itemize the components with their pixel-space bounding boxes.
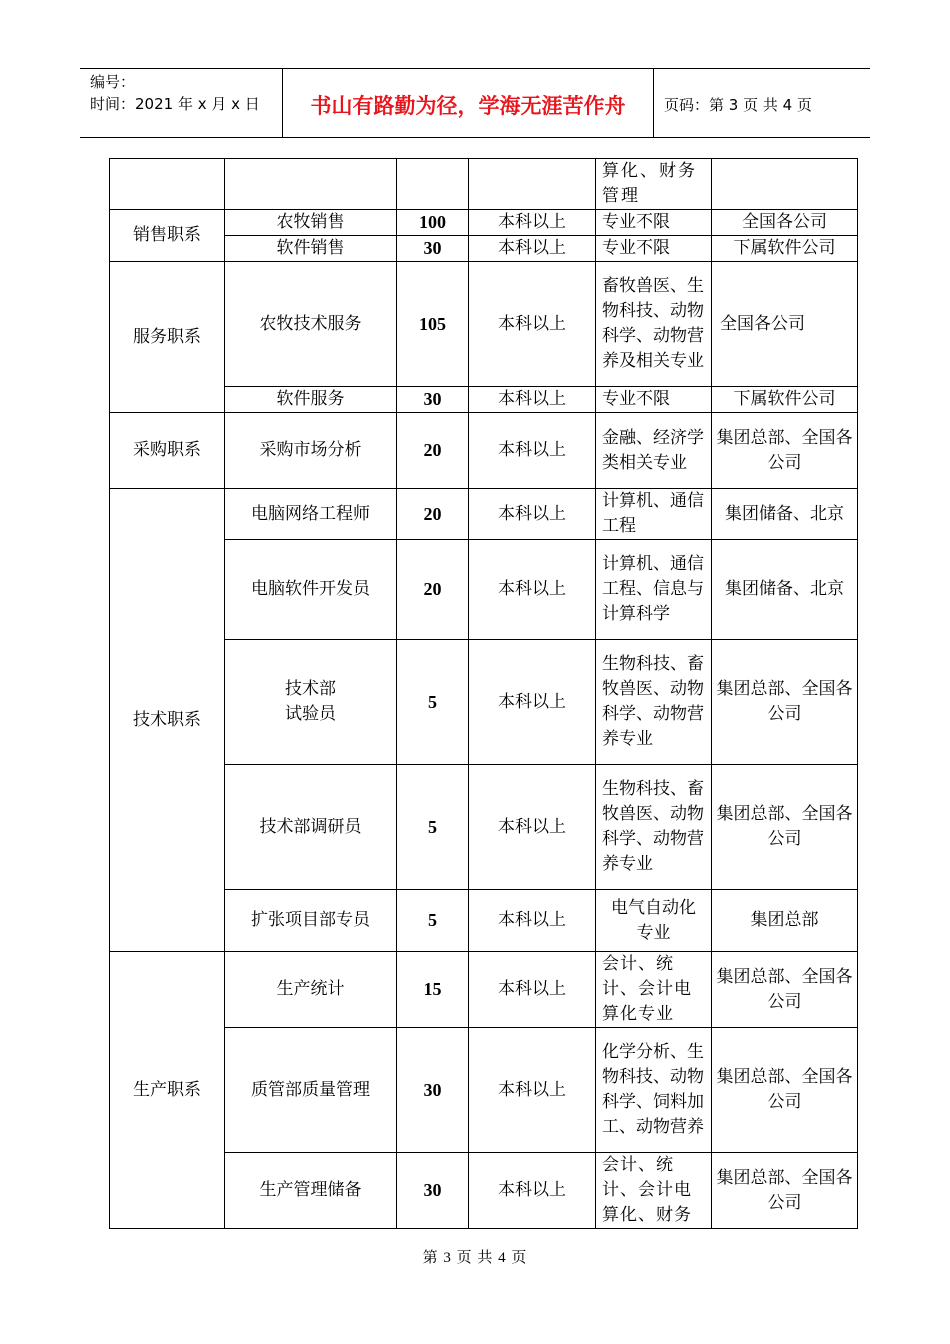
major-cell: 电气自动化专业 bbox=[596, 890, 712, 952]
position-cell: 生产统计 bbox=[225, 952, 397, 1028]
position-cell: 农牧销售 bbox=[225, 210, 397, 236]
category-cell bbox=[110, 159, 225, 210]
category-cell: 服务职系 bbox=[110, 262, 225, 413]
location-cell: 集团总部、全国各公司 bbox=[712, 413, 858, 489]
category-cell: 采购职系 bbox=[110, 413, 225, 489]
major-cell: 计算机、通信工程、信息与计算科学 bbox=[596, 540, 712, 640]
location-cell: 下属软件公司 bbox=[712, 387, 858, 413]
major-cell: 畜牧兽医、生物科技、动物科学、动物营养及相关专业 bbox=[596, 262, 712, 387]
location-cell: 下属软件公司 bbox=[712, 236, 858, 262]
count-cell: 5 bbox=[397, 640, 469, 765]
count-cell: 30 bbox=[397, 1028, 469, 1153]
major-cell: 算化、财务管理 bbox=[596, 159, 712, 210]
table-row bbox=[110, 210, 858, 236]
education-cell: 本科以上 bbox=[469, 489, 596, 540]
count-cell bbox=[397, 159, 469, 210]
major-cell: 生物科技、畜牧兽医、动物科学、动物营养专业 bbox=[596, 640, 712, 765]
position-cell bbox=[225, 159, 397, 210]
count-cell: 20 bbox=[397, 540, 469, 640]
major-cell: 化学分析、生物科技、动物科学、饲料加工、动物营养 bbox=[596, 1028, 712, 1153]
page-footer: 第 3 页 共 4 页 bbox=[422, 1250, 528, 1266]
header-page-cell bbox=[654, 69, 870, 137]
location-cell: 集团总部、全国各公司 bbox=[712, 1028, 858, 1153]
location-cell: 集团总部 bbox=[712, 890, 858, 952]
location-cell: 集团总部、全国各公司 bbox=[712, 640, 858, 765]
header-motto: 书山有路勤为径，学海无涯苦作舟 bbox=[310, 93, 626, 118]
position-cell: 采购市场分析 bbox=[225, 413, 397, 489]
count-cell: 20 bbox=[397, 413, 469, 489]
education-cell: 本科以上 bbox=[469, 210, 596, 236]
position-cell: 农牧技术服务 bbox=[225, 262, 397, 387]
recruitment-table bbox=[109, 158, 858, 1229]
location-cell: 集团总部、全国各公司 bbox=[712, 952, 858, 1028]
count-cell: 5 bbox=[397, 890, 469, 952]
page-header bbox=[80, 68, 870, 138]
location-cell: 集团储备、北京 bbox=[712, 540, 858, 640]
location-cell: 集团总部、全国各公司 bbox=[712, 765, 858, 890]
position-cell: 质管部质量管理 bbox=[225, 1028, 397, 1153]
education-cell: 本科以上 bbox=[469, 413, 596, 489]
count-cell: 30 bbox=[397, 387, 469, 413]
education-cell: 本科以上 bbox=[469, 765, 596, 890]
table-row bbox=[110, 159, 858, 210]
header-motto-cell bbox=[283, 69, 654, 137]
table-row bbox=[110, 413, 858, 489]
major-cell: 专业不限 bbox=[596, 387, 712, 413]
education-cell: 本科以上 bbox=[469, 952, 596, 1028]
major-cell: 专业不限 bbox=[596, 210, 712, 236]
table-row bbox=[110, 262, 858, 387]
count-cell: 30 bbox=[397, 1153, 469, 1229]
doc-date-label: 时间：2021 年 x 月 x 日 bbox=[90, 95, 260, 113]
position-cell: 软件销售 bbox=[225, 236, 397, 262]
position-cell: 扩张项目部专员 bbox=[225, 890, 397, 952]
major-cell: 会计、统计、会计电算化、财务 bbox=[596, 1153, 712, 1229]
education-cell: 本科以上 bbox=[469, 1153, 596, 1229]
category-cell: 技术职系 bbox=[110, 489, 225, 952]
education-cell: 本科以上 bbox=[469, 890, 596, 952]
education-cell: 本科以上 bbox=[469, 387, 596, 413]
category-cell: 生产职系 bbox=[110, 952, 225, 1229]
count-cell: 15 bbox=[397, 952, 469, 1028]
position-cell: 电脑网络工程师 bbox=[225, 489, 397, 540]
position-cell: 技术部试验员 bbox=[225, 640, 397, 765]
education-cell: 本科以上 bbox=[469, 262, 596, 387]
table-row bbox=[110, 952, 858, 1028]
count-cell: 100 bbox=[397, 210, 469, 236]
location-cell bbox=[712, 159, 858, 210]
count-cell: 5 bbox=[397, 765, 469, 890]
position-cell: 技术部调研员 bbox=[225, 765, 397, 890]
education-cell: 本科以上 bbox=[469, 236, 596, 262]
major-cell: 专业不限 bbox=[596, 236, 712, 262]
location-cell: 集团储备、北京 bbox=[712, 489, 858, 540]
major-cell: 生物科技、畜牧兽医、动物科学、动物营养专业 bbox=[596, 765, 712, 890]
header-meta bbox=[80, 69, 283, 137]
education-cell: 本科以上 bbox=[469, 640, 596, 765]
education-cell bbox=[469, 159, 596, 210]
education-cell: 本科以上 bbox=[469, 1028, 596, 1153]
table-row bbox=[110, 489, 858, 540]
major-cell: 会计、统计、会计电算化专业 bbox=[596, 952, 712, 1028]
header-page-number: 页码：第 3 页 共 4 页 bbox=[664, 95, 812, 114]
count-cell: 105 bbox=[397, 262, 469, 387]
doc-code-label: 编号： bbox=[90, 73, 136, 91]
position-cell: 生产管理储备 bbox=[225, 1153, 397, 1229]
position-cell: 软件服务 bbox=[225, 387, 397, 413]
count-cell: 30 bbox=[397, 236, 469, 262]
count-cell: 20 bbox=[397, 489, 469, 540]
location-cell: 集团总部、全国各公司 bbox=[712, 1153, 858, 1229]
position-cell: 电脑软件开发员 bbox=[225, 540, 397, 640]
category-cell: 销售职系 bbox=[110, 210, 225, 262]
education-cell: 本科以上 bbox=[469, 540, 596, 640]
major-cell: 计算机、通信工程 bbox=[596, 489, 712, 540]
location-cell: 全国各公司 bbox=[712, 262, 858, 387]
major-cell: 金融、经济学类相关专业 bbox=[596, 413, 712, 489]
location-cell: 全国各公司 bbox=[712, 210, 858, 236]
